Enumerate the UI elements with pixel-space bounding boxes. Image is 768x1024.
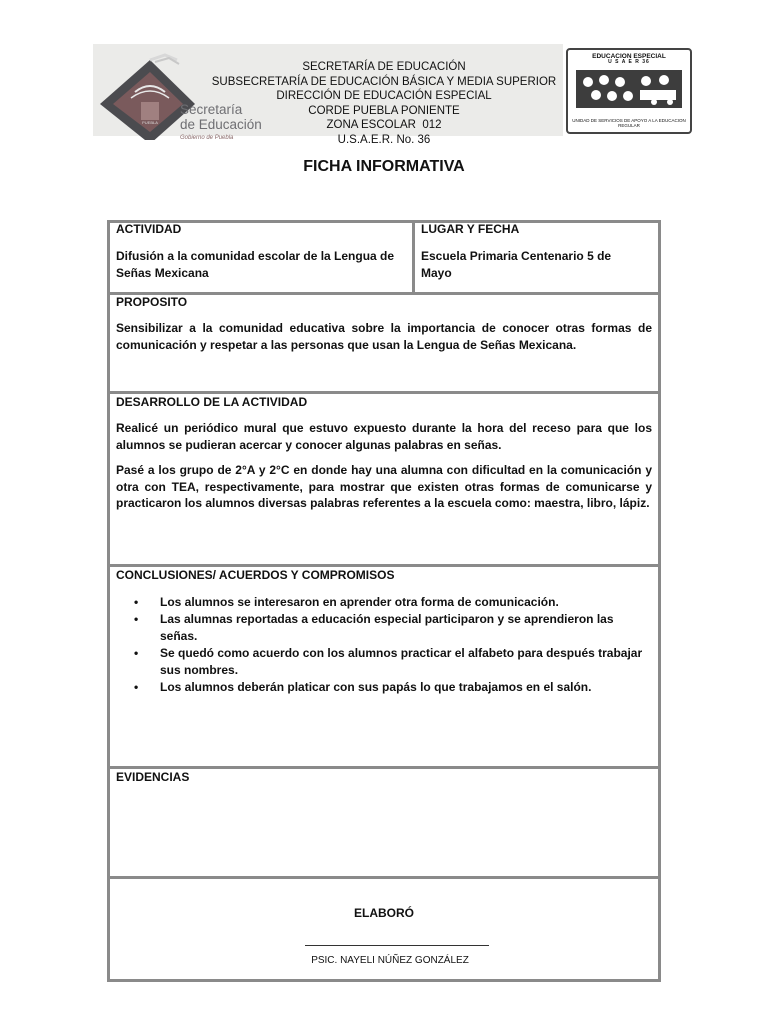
header-line: DIRECCIÓN DE EDUCACIÓN ESPECIAL bbox=[276, 90, 492, 102]
elaboro-label: ELABORÓ bbox=[354, 906, 414, 920]
usaer-badge-logo bbox=[566, 48, 692, 134]
signer-name: PSIC. NAYELI NÚÑEZ GONZÁLEZ bbox=[311, 955, 469, 966]
proposito-value: Sensibilizar a la comunidad educativa sobre la importancia de conocer otras formas de comunicación y respetar a las personas que usan la Lengua de Señas Mexicana. bbox=[116, 321, 652, 352]
desarrollo-paragraph-1: Realicé un periódico mural que estuvo expuesto durante la hora del receso para que los alumnos se pudieran acercar y conocer algunas palabras en señas. bbox=[116, 421, 652, 452]
column-divider bbox=[412, 220, 415, 294]
lugar-fecha-label: LUGAR Y FECHA bbox=[421, 222, 520, 236]
logo-line-1: Secretaría bbox=[180, 102, 243, 117]
badge-children-icon bbox=[574, 68, 684, 110]
row-divider bbox=[107, 766, 661, 769]
header-line: U.S.A.E.R. No. 36 bbox=[337, 133, 431, 146]
actividad-label: ACTIVIDAD bbox=[116, 222, 182, 236]
badge-caption: UNIDAD DE SERVICIOS DE APOYO A LA EDUCACION REGULAR bbox=[572, 118, 686, 129]
row-divider bbox=[107, 564, 661, 567]
evidencias-label: EVIDENCIAS bbox=[116, 770, 190, 784]
header-text-block bbox=[200, 60, 568, 147]
row-divider bbox=[107, 391, 661, 394]
badge-subtitle: U S A E R 36 bbox=[608, 59, 650, 66]
list-item: • Se quedó como acuerdo con los alumnos practicar el alfabeto para después trabajar sus nombres. bbox=[118, 645, 648, 679]
signature-line bbox=[305, 945, 489, 946]
list-item: • Los alumnos se interesaron en aprender otra forma de comunicación. bbox=[118, 594, 648, 611]
logo-line-2: de Educación bbox=[180, 116, 262, 132]
proposito-label: PROPOSITO bbox=[116, 295, 188, 309]
list-item: • Las alumnas reportadas a educación especial participaron y se aprendieron las señas. bbox=[118, 611, 648, 645]
row-divider bbox=[107, 292, 661, 295]
page-title: FICHA INFORMATIVA bbox=[303, 158, 465, 175]
logo-line-3: Gobierno de Puebla bbox=[180, 135, 234, 141]
row-divider bbox=[107, 876, 661, 879]
conclusiones-list bbox=[118, 594, 648, 696]
badge-title: EDUCACION ESPECIAL bbox=[592, 53, 666, 60]
header-line: SECRETARÍA DE EDUCACIÓN bbox=[302, 61, 466, 73]
actividad-value: Difusión a la comunidad escolar de la Lengua de Señas Mexicana bbox=[116, 249, 395, 280]
seal-text: PUEBLA bbox=[142, 120, 158, 125]
desarrollo-label: DESARROLLO DE LA ACTIVIDAD bbox=[116, 395, 308, 409]
header-line: SUBSECRETARÍA DE EDUCACIÓN BÁSICA Y MEDIA SUPERIOR bbox=[211, 75, 557, 88]
header-line: CORDE PUEBLA PONIENTE bbox=[308, 104, 460, 117]
conclusiones-label: CONCLUSIONES/ ACUERDOS Y COMPROMISOS bbox=[116, 568, 395, 582]
lugar-fecha-value: Escuela Primaria Centenario 5 de Mayo bbox=[421, 249, 612, 280]
list-item: • Los alumnos deberán platicar con sus papás lo que trabajamos en el salón. bbox=[118, 679, 648, 696]
desarrollo-paragraph-2: Pasé a los grupo de 2°A y 2°C en donde hay una alumna con dificultad en la comunicación y otra con TEA, respectivamente, para mostrar que existen otras formas de comunicarse y practicaron los alumnos diversas palabras referentes a la escuela como: maestra, libro, lápiz. bbox=[116, 463, 652, 510]
header-line: ZONA ESCOLAR 012 bbox=[326, 119, 442, 131]
